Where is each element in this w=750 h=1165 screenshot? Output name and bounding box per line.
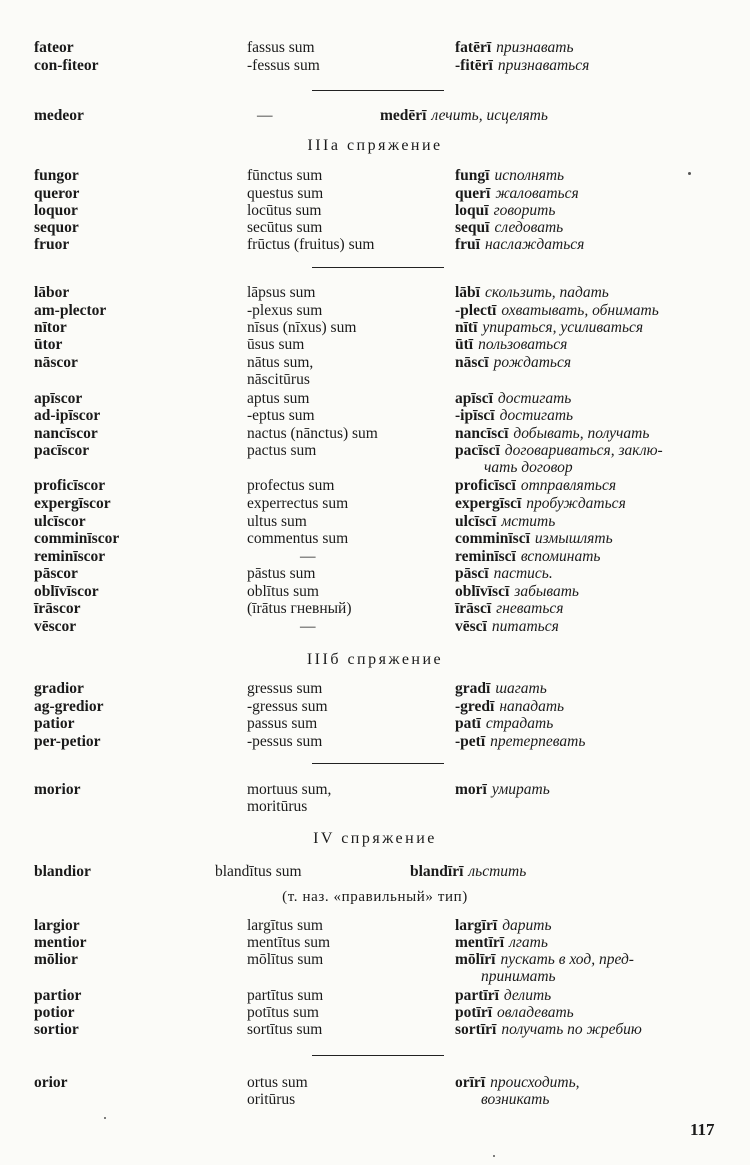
infinitive: medērī bbox=[380, 107, 427, 124]
verb: expergīscor bbox=[34, 495, 111, 512]
infinitive: comminīscī bbox=[455, 530, 530, 547]
scan-speck bbox=[493, 1155, 495, 1157]
verb: lābor bbox=[34, 284, 70, 301]
translation: жаловаться bbox=[495, 185, 579, 202]
translation: шагать bbox=[495, 680, 547, 697]
translation: страдать bbox=[485, 715, 554, 732]
translation: говорить bbox=[493, 202, 556, 219]
perfect: (īrātus гневный) bbox=[247, 600, 352, 617]
translation: пробуждаться bbox=[526, 495, 626, 512]
perfect: -pessus sum bbox=[247, 733, 323, 750]
table-row bbox=[0, 583, 750, 601]
verb: pāscor bbox=[34, 565, 78, 582]
verb: vēscor bbox=[34, 618, 77, 635]
infinitive: patī bbox=[455, 715, 481, 732]
verb: potior bbox=[34, 1004, 75, 1021]
verb: am-plector bbox=[34, 302, 107, 319]
verb: ulcīscor bbox=[34, 513, 86, 530]
table-row bbox=[0, 680, 750, 698]
perfect: — bbox=[300, 548, 316, 565]
perfect: -fessus sum bbox=[247, 57, 320, 74]
translation: охватывать, обнимать bbox=[501, 302, 659, 319]
infinitive: largīrī bbox=[455, 917, 498, 934]
translation: измышлять bbox=[534, 530, 613, 547]
translation: делить bbox=[503, 987, 552, 1004]
perfect: passus sum bbox=[247, 715, 318, 732]
table-row bbox=[0, 302, 750, 320]
infinitive: mōlīrī bbox=[455, 951, 496, 968]
translation: дарить bbox=[502, 917, 552, 934]
translation: упираться, усиливаться bbox=[482, 319, 644, 336]
translation: получать по жребию bbox=[501, 1021, 642, 1038]
table-row bbox=[0, 715, 750, 733]
infinitive: lābī bbox=[455, 284, 480, 301]
perfect: pactus sum bbox=[247, 442, 317, 459]
translation: наслаждаться bbox=[484, 236, 585, 253]
table-row bbox=[0, 57, 750, 75]
perfect: pāstus sum bbox=[247, 565, 316, 582]
translation: признавать bbox=[496, 39, 574, 56]
divider bbox=[312, 90, 444, 91]
table-row bbox=[0, 495, 750, 513]
infinitive: apīscī bbox=[455, 390, 493, 407]
translation: исполнять bbox=[494, 167, 565, 184]
perfect: locūtus sum bbox=[247, 202, 322, 219]
future-participle: nāscitūrus bbox=[247, 371, 310, 388]
infinitive: sortīrī bbox=[455, 1021, 497, 1038]
table-row bbox=[0, 513, 750, 531]
table-row bbox=[0, 987, 750, 1005]
perfect: experrectus sum bbox=[247, 495, 349, 512]
infinitive: loquī bbox=[455, 202, 489, 219]
translation: отправляться bbox=[520, 477, 617, 494]
verb: reminīscor bbox=[34, 548, 106, 565]
verb: nancīscor bbox=[34, 425, 98, 442]
infinitive: ūtī bbox=[455, 336, 474, 353]
table-row bbox=[0, 39, 750, 57]
table-row bbox=[0, 565, 750, 583]
table-row bbox=[0, 284, 750, 302]
table-row bbox=[0, 781, 750, 799]
divider bbox=[312, 763, 444, 764]
verb: medeor bbox=[34, 107, 84, 124]
translation: пускать в ход, пред- bbox=[500, 951, 634, 968]
perfect: largītus sum bbox=[247, 917, 323, 934]
table-row bbox=[0, 548, 750, 566]
perfect: lāpsus sum bbox=[247, 284, 316, 301]
translation: пастись. bbox=[493, 565, 553, 582]
perfect: frūctus (fruitus) sum bbox=[247, 236, 375, 253]
future-participle: oritūrus bbox=[247, 1091, 296, 1108]
translation: гневаться bbox=[496, 600, 564, 617]
perfect: — bbox=[257, 107, 273, 124]
infinitive: orīrī bbox=[455, 1074, 486, 1091]
verb: loquor bbox=[34, 202, 78, 219]
infinitive: īrāscī bbox=[455, 600, 492, 617]
infinitive: vēscī bbox=[455, 618, 487, 635]
translation: признаваться bbox=[497, 57, 590, 74]
perfect: aptus sum bbox=[247, 390, 310, 407]
translation: добывать, получать bbox=[513, 425, 650, 442]
verb: ad-ipīscor bbox=[34, 407, 101, 424]
translation: умирать bbox=[491, 781, 550, 798]
translation: происходить, bbox=[490, 1074, 580, 1091]
verb: fungor bbox=[34, 167, 79, 184]
section-heading: IIIa спряжение bbox=[307, 137, 443, 154]
perfect: profectus sum bbox=[247, 477, 335, 494]
section-heading: IV спряжение bbox=[313, 830, 437, 847]
table-row bbox=[0, 336, 750, 354]
perfect: oblītus sum bbox=[247, 583, 319, 600]
table-row bbox=[0, 618, 750, 636]
infinitive: proficīscī bbox=[455, 477, 516, 494]
translation: мстить bbox=[501, 513, 556, 530]
verb: patior bbox=[34, 715, 75, 732]
perfect: questus sum bbox=[247, 185, 324, 202]
table-row bbox=[0, 951, 750, 969]
verb: nāscor bbox=[34, 354, 78, 371]
table-row bbox=[0, 917, 750, 935]
scan-speck bbox=[104, 1117, 106, 1119]
infinitive: -fitērī bbox=[455, 57, 493, 74]
type-note: (т. наз. «правильный» тип) bbox=[282, 889, 468, 905]
infinitive: nāscī bbox=[455, 354, 489, 371]
table-row bbox=[0, 390, 750, 408]
infinitive: nītī bbox=[455, 319, 478, 336]
table-row bbox=[0, 698, 750, 716]
perfect: mentītus sum bbox=[247, 934, 331, 951]
table-row bbox=[0, 219, 750, 237]
infinitive: -gredī bbox=[455, 698, 495, 715]
translation: забывать bbox=[514, 583, 579, 600]
table-row bbox=[0, 530, 750, 548]
table-row bbox=[0, 733, 750, 751]
table-row bbox=[0, 477, 750, 495]
table-row bbox=[0, 236, 750, 254]
page-number: 117 bbox=[690, 1120, 715, 1139]
scan-speck bbox=[688, 172, 691, 175]
translation: лгать bbox=[509, 934, 548, 951]
perfect: -gressus sum bbox=[247, 698, 328, 715]
perfect: nātus sum, bbox=[247, 354, 314, 371]
perfect: secūtus sum bbox=[247, 219, 323, 236]
translation: достигать bbox=[497, 390, 572, 407]
verb: queror bbox=[34, 185, 80, 202]
infinitive: reminīscī bbox=[455, 548, 516, 565]
table-row bbox=[0, 863, 750, 881]
table-row bbox=[0, 442, 750, 460]
infinitive: potīrī bbox=[455, 1004, 493, 1021]
infinitive: pāscī bbox=[455, 565, 489, 582]
verb: īrāscor bbox=[34, 600, 81, 617]
perfect: -eptus sum bbox=[247, 407, 315, 424]
table-row bbox=[0, 354, 750, 372]
verb: per-petior bbox=[34, 733, 101, 750]
infinitive: gradī bbox=[455, 680, 491, 697]
verb: gradior bbox=[34, 680, 84, 697]
translation: рождаться bbox=[493, 354, 572, 371]
table-row bbox=[0, 934, 750, 952]
translation-continuation: принимать bbox=[481, 968, 556, 985]
table-row bbox=[0, 600, 750, 618]
infinitive: sequī bbox=[455, 219, 490, 236]
perfect: fassus sum bbox=[247, 39, 315, 56]
translation-continuation: чать договор bbox=[484, 459, 573, 476]
future-participle: moritūrus bbox=[247, 798, 308, 815]
verb: oblīvīscor bbox=[34, 583, 99, 600]
verb: pacīscor bbox=[34, 442, 90, 459]
infinitive: pacīscī bbox=[455, 442, 500, 459]
verb: morior bbox=[34, 781, 81, 798]
translation: нападать bbox=[499, 698, 565, 715]
perfect: commentus sum bbox=[247, 530, 349, 547]
table-row bbox=[0, 371, 750, 389]
verb: blandior bbox=[34, 863, 91, 880]
table-row bbox=[0, 1004, 750, 1022]
infinitive: partīrī bbox=[455, 987, 499, 1004]
perfect: ortus sum bbox=[247, 1074, 308, 1091]
verb: fateor bbox=[34, 39, 74, 56]
verb: largior bbox=[34, 917, 80, 934]
infinitive: fatērī bbox=[455, 39, 492, 56]
perfect: — bbox=[300, 618, 316, 635]
table-row bbox=[0, 407, 750, 425]
verb: sortior bbox=[34, 1021, 79, 1038]
infinitive: -petī bbox=[455, 733, 486, 750]
table-row bbox=[0, 425, 750, 443]
translation: вспоминать bbox=[520, 548, 601, 565]
translation: пользоваться bbox=[478, 336, 568, 353]
infinitive: -plectī bbox=[455, 302, 497, 319]
section-heading: IIIб спряжение bbox=[306, 651, 444, 668]
infinitive: blandīrī bbox=[410, 863, 464, 880]
perfect: fūnctus sum bbox=[247, 167, 323, 184]
verb: orior bbox=[34, 1074, 68, 1091]
verb: proficīscor bbox=[34, 477, 106, 494]
translation: лечить, исцелять bbox=[431, 107, 548, 124]
perfect: sortītus sum bbox=[247, 1021, 323, 1038]
infinitive: querī bbox=[455, 185, 491, 202]
perfect: gressus sum bbox=[247, 680, 323, 697]
perfect: mortuus sum, bbox=[247, 781, 332, 798]
translation: договариваться, заклю- bbox=[504, 442, 663, 459]
divider bbox=[312, 1055, 444, 1056]
perfect: ūsus sum bbox=[247, 336, 305, 353]
verb: mōlior bbox=[34, 951, 78, 968]
infinitive: morī bbox=[455, 781, 487, 798]
verb: ag-gredior bbox=[34, 698, 104, 715]
perfect: blandītus sum bbox=[215, 863, 302, 880]
translation: питаться bbox=[491, 618, 559, 635]
table-row bbox=[0, 167, 750, 185]
verb: fruor bbox=[34, 236, 70, 253]
verb: ūtor bbox=[34, 336, 63, 353]
perfect: ultus sum bbox=[247, 513, 307, 530]
table-row bbox=[0, 1021, 750, 1039]
infinitive: nancīscī bbox=[455, 425, 509, 442]
translation: достигать bbox=[499, 407, 574, 424]
infinitive: ulcīscī bbox=[455, 513, 497, 530]
perfect: mōlītus sum bbox=[247, 951, 324, 968]
verb: comminīscor bbox=[34, 530, 120, 547]
perfect: -plexus sum bbox=[247, 302, 323, 319]
table-row bbox=[0, 185, 750, 203]
infinitive: oblīvīscī bbox=[455, 583, 510, 600]
perfect: nactus (nānctus) sum bbox=[247, 425, 378, 442]
perfect: nīsus (nīxus) sum bbox=[247, 319, 357, 336]
infinitive: -ipīscī bbox=[455, 407, 495, 424]
verb: nītor bbox=[34, 319, 67, 336]
table-row bbox=[0, 107, 750, 125]
infinitive: fruī bbox=[455, 236, 480, 253]
infinitive: fungī bbox=[455, 167, 490, 184]
verb: con-fiteor bbox=[34, 57, 99, 74]
divider bbox=[312, 267, 444, 268]
verb: mentior bbox=[34, 934, 87, 951]
table-row bbox=[0, 319, 750, 337]
translation: претерпевать bbox=[490, 733, 586, 750]
translation: льстить bbox=[468, 863, 527, 880]
table-row bbox=[0, 798, 750, 816]
perfect: partītus sum bbox=[247, 987, 324, 1004]
verb: sequor bbox=[34, 219, 79, 236]
translation: скользить, падать bbox=[484, 284, 609, 301]
translation: следовать bbox=[494, 219, 564, 236]
infinitive: mentīrī bbox=[455, 934, 505, 951]
table-row bbox=[0, 202, 750, 220]
table-row bbox=[0, 1074, 750, 1092]
verb: partior bbox=[34, 987, 82, 1004]
table-row bbox=[0, 1091, 750, 1109]
infinitive: expergīscī bbox=[455, 495, 522, 512]
verb: apīscor bbox=[34, 390, 83, 407]
perfect: potītus sum bbox=[247, 1004, 319, 1021]
translation: овладевать bbox=[497, 1004, 574, 1021]
translation-continuation: возникать bbox=[481, 1091, 550, 1108]
